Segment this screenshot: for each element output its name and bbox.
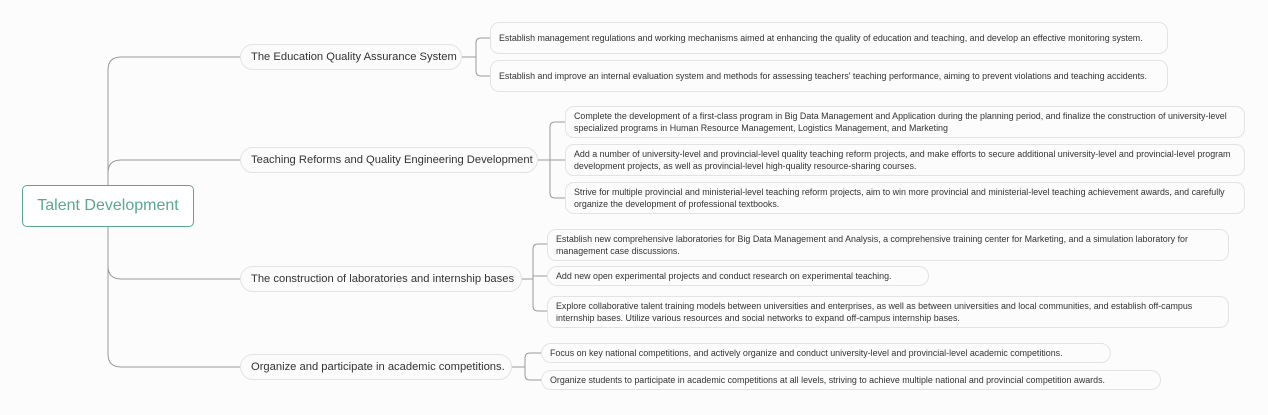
leaf-text: Explore collaborative talent training models between universities and enterprises, as well as between universities and local communities, and establish off-campus internship bases. Utilize various resources and social networks to expand off-campus internship bases. bbox=[556, 301, 1193, 323]
branch-label: The Education Quality Assurance System bbox=[251, 51, 457, 63]
branch-label: The construction of laboratories and internship bases bbox=[251, 273, 515, 285]
branch-node-quality-assurance[interactable] bbox=[240, 44, 462, 70]
leaf-node[interactable] bbox=[547, 266, 929, 286]
connector-branch-2 bbox=[538, 122, 565, 198]
branch-node-competitions[interactable] bbox=[240, 354, 512, 380]
leaf-node[interactable] bbox=[541, 343, 1111, 363]
leaf-node[interactable] bbox=[541, 370, 1161, 390]
branch-label: Teaching Reforms and Quality Engineering Development bbox=[251, 154, 533, 166]
connector-root-branch-2 bbox=[108, 160, 240, 185]
leaf-node[interactable] bbox=[565, 144, 1245, 176]
leaf-text: Organize students to participate in academic competitions at all levels, striving to achieve multiple national and provincial competition awards. bbox=[550, 375, 1105, 385]
branch-node-teaching-reforms[interactable] bbox=[240, 147, 538, 173]
leaf-node[interactable] bbox=[565, 182, 1245, 214]
connector-root-branch-3 bbox=[108, 227, 240, 279]
leaf-node[interactable] bbox=[547, 229, 1229, 261]
leaf-text: Complete the development of a first-class program in Big Data Management and Application during the planning period, and finalize the construction of university-level specialized programs in Human Resource Management, Logistics Management, and Marketing bbox=[574, 111, 1227, 133]
leaf-text: Focus on key national competitions, and actively organize and conduct university-level and provincial-level academic competitions. bbox=[550, 348, 1063, 358]
root-node[interactable] bbox=[22, 185, 194, 227]
connector-root-branch-4 bbox=[108, 227, 240, 367]
connector-branch-4 bbox=[512, 353, 541, 380]
leaf-node[interactable] bbox=[547, 296, 1229, 328]
leaf-text: Add new open experimental projects and conduct research on experimental teaching. bbox=[556, 271, 892, 281]
connector-branch-1 bbox=[462, 38, 490, 76]
leaf-text: Establish new comprehensive laboratories for Big Data Management and Analysis, a comprehensive training center for Marketing, and a simulation laboratory for management case discussions. bbox=[556, 234, 1188, 256]
branch-node-laboratories[interactable] bbox=[240, 266, 522, 292]
root-label: Talent Development bbox=[37, 197, 179, 214]
leaf-node[interactable] bbox=[565, 106, 1245, 138]
leaf-text: Add a number of university-level and provincial-level quality teaching reform projects, and make efforts to secure additional university-level and provincial-level program development projects, as well as provincial-level high-quality resource-sharing courses. bbox=[574, 149, 1231, 171]
connector-root-trunk bbox=[108, 57, 240, 185]
leaf-text: Establish management regulations and working mechanisms aimed at enhancing the quality of education and teaching, and develop an effective monitoring system. bbox=[499, 33, 1143, 43]
connector-branch-3 bbox=[522, 244, 547, 311]
leaf-node[interactable] bbox=[490, 22, 1168, 54]
leaf-text: Establish and improve an internal evaluation system and methods for assessing teachers' teaching performance, aiming to prevent violations and teaching accidents. bbox=[499, 71, 1147, 81]
leaf-node[interactable] bbox=[490, 60, 1168, 92]
leaf-text: Strive for multiple provincial and ministerial-level teaching reform projects, aim to win more provincial and ministerial-level teaching achievement awards, and carefully organize the development of professional textbooks. bbox=[574, 187, 1225, 209]
branch-label: Organize and participate in academic competitions. bbox=[251, 361, 505, 373]
